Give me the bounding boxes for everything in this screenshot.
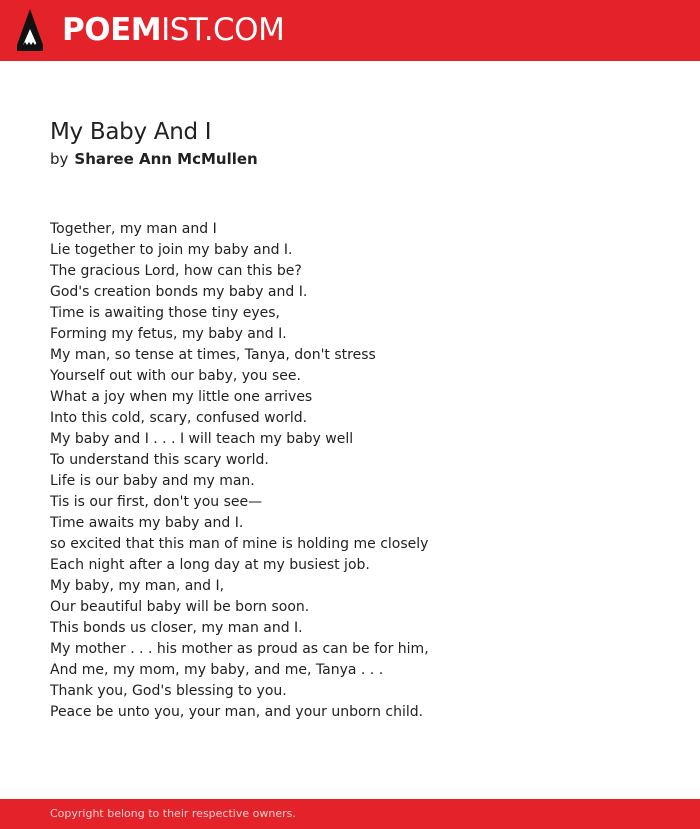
poem-line: God's creation bonds my baby and I. — [50, 284, 308, 300]
poem-line: This bonds us closer, my man and I. — [50, 620, 303, 636]
poem-line: Yourself out with our baby, you see. — [50, 368, 301, 384]
poem-line: What a joy when my little one arrives — [50, 389, 313, 405]
poem-line: My man, so tense at times, Tanya, don't stress — [50, 347, 376, 363]
poem-line: Into this cold, scary, confused world. — [50, 410, 308, 426]
by-label: by — [50, 150, 69, 168]
poem-line: My baby, my man, and I, — [50, 578, 225, 594]
poem-line: so excited that this man of mine is holding me closely — [50, 536, 429, 552]
poem-line: Forming my fetus, my baby and I. — [50, 326, 287, 342]
author-name: Sharee Ann McMullen — [74, 150, 258, 168]
poem-line: Each night after a long day at my busiest job. — [50, 557, 370, 573]
poem-line: Time awaits my baby and I. — [50, 515, 244, 531]
poem-line: Time is awaiting those tiny eyes, — [50, 305, 280, 321]
poem-line: Thank you, God's blessing to you. — [50, 683, 287, 699]
poem-line: Together, my man and I — [50, 221, 217, 237]
poem-line: The gracious Lord, how can this be? — [50, 263, 302, 279]
poem-title: My Baby And I — [50, 119, 212, 145]
poem-line: To understand this scary world. — [50, 452, 269, 468]
poem-line: Life is our baby and my man. — [50, 473, 255, 489]
poem-line: Our beautiful baby will be born soon. — [50, 599, 310, 615]
byline — [50, 149, 258, 169]
poem-line: Peace be unto you, your man, and your unborn child. — [50, 704, 424, 720]
poem-line: And me, my mom, my baby, and me, Tanya . . . — [50, 662, 384, 678]
poem-line: Lie together to join my baby and I. — [50, 242, 293, 258]
logo-bold-text: POEM — [62, 12, 162, 48]
site-header — [0, 0, 700, 61]
pencil-icon — [17, 9, 43, 51]
copyright-text: Copyright belong to their respective owners. — [50, 807, 296, 820]
poem-body — [50, 219, 670, 723]
site-logo[interactable] — [62, 12, 284, 48]
logo-thin-text: IST.COM — [161, 12, 285, 48]
poem-line: My mother . . . his mother as proud as can be for him, — [50, 641, 429, 657]
site-footer — [0, 799, 700, 829]
poem-line: My baby and I . . . I will teach my baby well — [50, 431, 354, 447]
poem-line: Tis is our first, don't you see— — [50, 494, 263, 510]
